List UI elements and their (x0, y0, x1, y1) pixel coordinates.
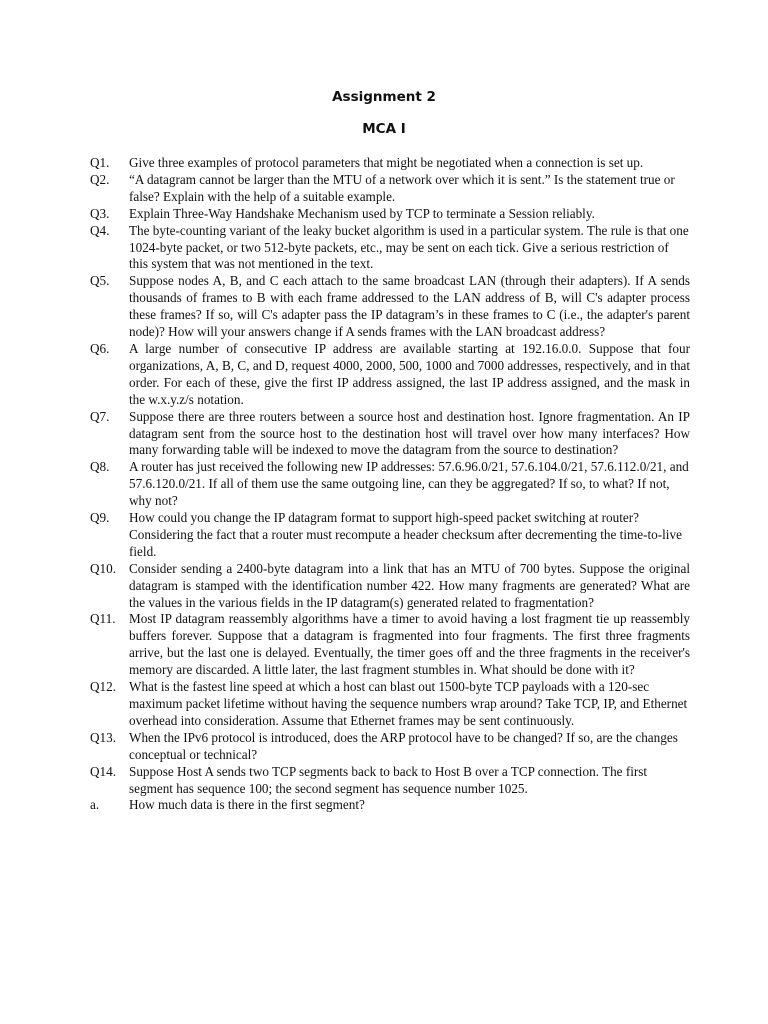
question-number: Q2. (90, 171, 110, 187)
question-list (90, 155, 690, 814)
question-text: When the IPv6 protocol is introduced, does the ARP protocol have to be changed? If so, are the changes conceptual or technical? (129, 729, 678, 762)
question-text: Explain Three-Way Handshake Mechanism used by TCP to terminate a Session reliably. (129, 205, 595, 221)
question-number: Q12. (90, 679, 117, 695)
document-subtitle: MCA I (362, 121, 406, 137)
question-number: Q7. (90, 408, 110, 424)
question-q12 (90, 679, 690, 730)
question-q10 (90, 561, 690, 612)
question-q14-part-a (90, 797, 690, 814)
question-q13 (90, 730, 690, 764)
question-q2 (90, 172, 690, 206)
question-number: Q5. (90, 273, 110, 289)
question-text: Give three examples of protocol parameters that might be negotiated when a connection is set up. (129, 155, 644, 170)
question-number: Q6. (90, 340, 110, 356)
question-number: a. (90, 797, 100, 813)
question-text: A large number of consecutive IP address are available starting at 192.16.0.0. Suppose that four organizations, A, B, C, and D, request 4000, 2000, 500, 1000 and 7000 addresses, respectively, and in that order. For each of these, give the first IP address assigned, the last IP address assigned, and the mask in the w.x.y.z/s notation. (129, 340, 690, 407)
question-number: Q8. (90, 459, 110, 475)
question-text: What is the fastest line speed at which a host can blast out 1500-byte TCP payloads with a 120-sec maximum packet lifetime without having the sequence numbers wrap around? Take TCP, IP, and Ethernet overhead into consideration. Assume that Ethernet frames may be sent continuously. (129, 679, 688, 728)
question-number: Q11. (90, 611, 116, 627)
question-q6 (90, 341, 690, 409)
question-q3 (90, 206, 690, 223)
question-q8 (90, 459, 690, 510)
question-text: The byte-counting variant of the leaky bucket algorithm is used in a particular system. The rule is that one 1024-byte packet, or two 512-byte packets, etc., may be sent on each tick. Give a serious restriction of this system that was not mentioned in the text. (129, 222, 689, 272)
question-q7 (90, 409, 690, 460)
question-text: Suppose Host A sends two TCP segments back to back to Host B over a TCP connection. The first segment has sequence 100; the second segment has sequence number 1025. (129, 763, 648, 796)
question-number: Q13. (90, 729, 117, 745)
question-number: Q1. (90, 155, 110, 170)
question-number: Q10. (90, 560, 117, 576)
question-number: Q9. (90, 510, 110, 526)
question-text: How much data is there in the first segment? (129, 797, 365, 813)
question-text: A router has just received the following new IP addresses: 57.6.96.0/21, 57.6.104.0/21, 57.6.112.0/21, and 57.6.120.0/21. If all of them use the same outgoing line, can they be aggregated? If so, to what? If not, why not? (129, 459, 689, 509)
question-q4 (90, 223, 690, 274)
question-number: Q4. (90, 222, 110, 238)
question-text: Most IP datagram reassembly algorithms have a timer to avoid having a lost fragment tie up reassembly buffers forever. Suppose that a datagram is fragmented into four fragments. The first three fragments arrive, but the last one is delayed. Eventually, the timer goes off and the three fragments in the receiver's memory are discarded. A little later, the last fragment stumbles in. What should be done with it? (129, 611, 690, 678)
question-text: How could you change the IP datagram format to support high-speed packet switching at router? Considering the fact that a router must recompute a header checksum after decrementing the time-to-live field. (129, 510, 682, 559)
document-title: Assignment 2 (332, 89, 436, 105)
question-number: Q14. (90, 763, 117, 779)
question-text: Suppose there are three routers between a source host and destination host. Ignore fragmentation. An IP datagram sent from the source host to the destination host will travel over how many interfaces? How many forwarding table will be indexed to move the datagram from the source to destination? (129, 408, 690, 458)
question-q11 (90, 611, 690, 679)
question-text: “A datagram cannot be larger than the MTU of a network over which it is sent.” Is the statement true or false? Explain with the help of a suitable example. (129, 171, 675, 204)
question-q5 (90, 273, 690, 341)
question-q9 (90, 510, 690, 561)
question-text: Suppose nodes A, B, and C each attach to the same broadcast LAN (through their adapters). If A sends thousands of frames to B with each frame addressed to the LAN address of B, will C's adapter process these frames? If so, will C's adapter pass the IP datagram’s in these frames to C (i.e., the adapter's parent node)? How will your answers change if A sends frames with the LAN broadcast address? (129, 273, 690, 340)
question-q14 (90, 764, 690, 798)
question-number: Q3. (90, 205, 110, 221)
question-q1 (90, 155, 690, 172)
question-text: Consider sending a 2400-byte datagram into a link that has an MTU of 700 bytes. Suppose the original datagram is stamped with the identification number 422. How many fragments are generated? What are the values in the various fields in the IP datagram(s) generated related to fragmentation? (129, 560, 690, 610)
